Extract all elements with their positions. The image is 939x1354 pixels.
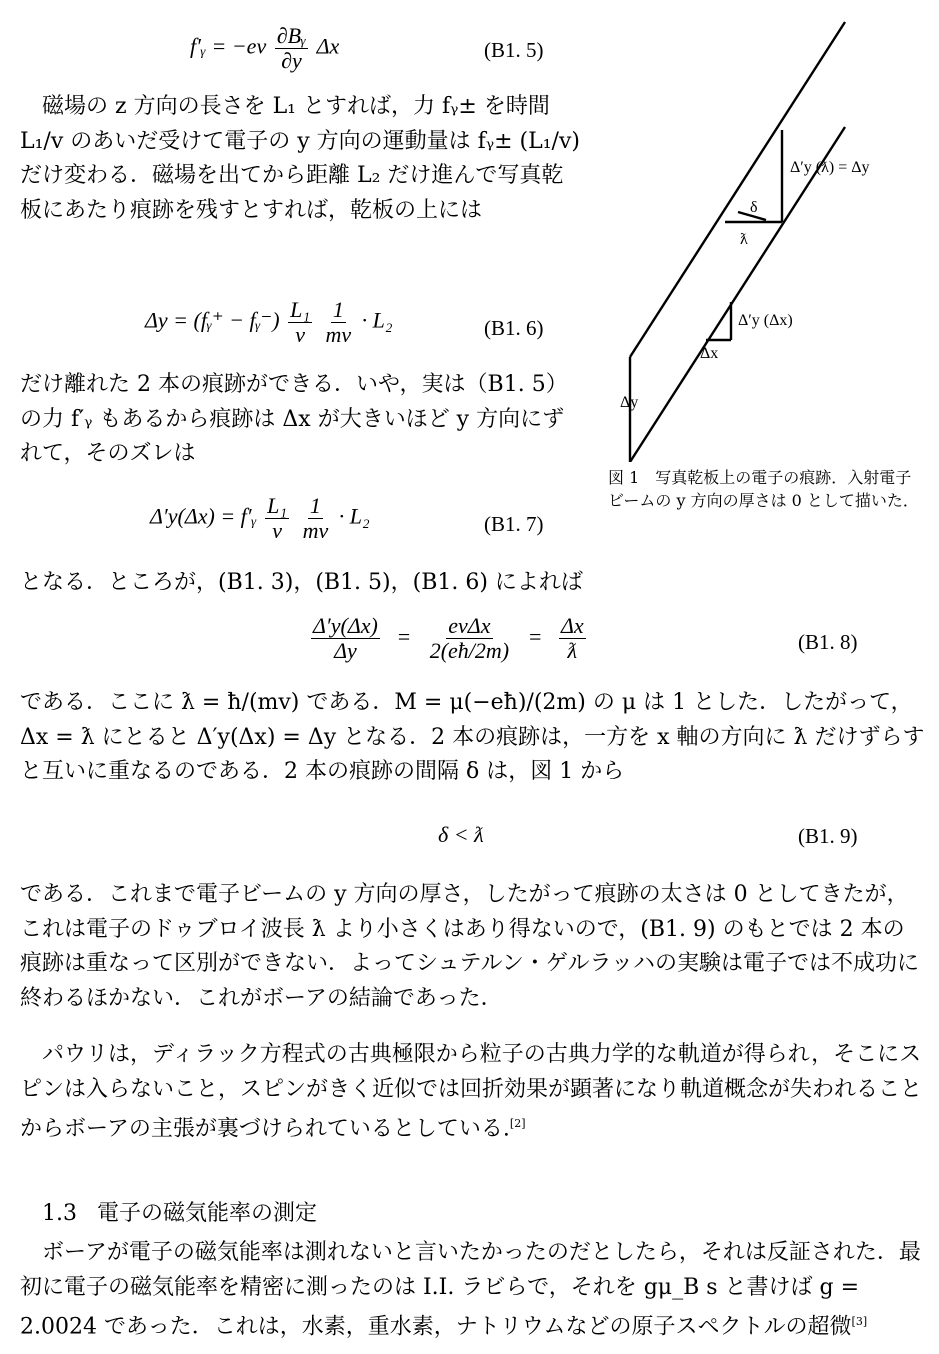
equation-number-b1-9: (B1. 9) <box>798 824 858 848</box>
label-dx: Δx <box>700 345 719 362</box>
eq-b1-6-num-1: L₁ <box>290 297 311 322</box>
paragraph-1: 磁場の z 方向の長さを L₁ とすれば，力 fᵧ± を時間 L₁/v のあいだ受けて電子の y 方向の運動量は fᵧ± (L₁/v) だけ変わる．磁場を出てから距離 L₂ だけ進んで写真乾板にあたり痕跡を残すとすれば，乾板の上には <box>20 94 580 223</box>
eq-b1-5-lhs: f′ᵧ = −ev <box>190 33 267 59</box>
eq-b1-7-den-2: mv <box>302 518 329 543</box>
eq-b1-6-num-2: 1 <box>332 297 344 322</box>
eq-b1-8-den-1: Δy <box>334 638 357 663</box>
paragraph-6-text: パウリは，ディラック方程式の古典極限から粒子の古典力学的な軌道が得られ，そこにスピンは入らないこと，スピンがきく近似では回折効果が顕著になり軌道概念が失われることからボーアの主張が裏づけられているとしている. <box>20 1042 923 1142</box>
equation-number-b1-8: (B1. 8) <box>798 630 858 654</box>
label-lambda: ƛ <box>740 231 748 248</box>
trace-upper <box>630 22 845 357</box>
paragraph-3: となる．ところが，(B1. 3)，(B1. 5)，(B1. 6) によれば <box>20 570 583 595</box>
paragraph-2: だけ離れた 2 本の痕跡ができる．いや，実は（B1. 5）の力 f′ᵧ もあるから痕跡は Δx が大きいほど y 方向にずれて，そのズレは <box>20 372 568 467</box>
label-dy-dx: Δ′y (Δx) <box>738 312 793 329</box>
eq-b1-8-fraction-2 <box>428 614 511 663</box>
eq-b1-6-lhs: Δy = (fᵧ⁺ − fᵧ⁻) <box>145 307 280 333</box>
eq-b1-5-denominator: ∂y <box>281 48 302 73</box>
eq-b1-7-fraction-1 <box>265 494 289 543</box>
equation-b1-5 <box>190 24 339 73</box>
section-number: 1.3 <box>42 1201 77 1226</box>
eq-b1-8-num-2: evΔx <box>448 613 491 638</box>
label-dy-lambda: Δ′y (ƛ) = Δy <box>790 159 870 176</box>
eq-b1-6-rhs: · L₂ <box>361 307 393 333</box>
eq-b1-5-numerator: ∂Bᵧ <box>276 23 307 48</box>
paragraph-7 <box>20 1236 925 1345</box>
eq-b1-8-den-2: 2(eħ/2m) <box>429 638 510 663</box>
label-delta: δ <box>750 199 758 216</box>
trace-lower <box>630 127 845 462</box>
paragraph-7-text: ボーアが電子の磁気能率は測れないと言いたかったのだとしたら，それは反証された．最初に電子の磁気能率を精密に測ったのは I.I. ラビらで，それを gμ_B s と書けば g = 2.0024 であった．これは，水素，重水素，ナトリウムなどの原子スペクトルの超微 <box>20 1240 921 1340</box>
equation-b1-7 <box>150 494 370 543</box>
citation-3: [3] <box>851 1315 868 1329</box>
eq-b1-7-rhs: · L₂ <box>338 503 370 529</box>
section-title: 電子の磁気能率の測定 <box>97 1201 318 1226</box>
eq-b1-7-den-1: v <box>272 518 282 543</box>
eq-b1-5-fraction <box>275 24 308 73</box>
eq-b1-8-fraction-1 <box>311 614 380 663</box>
eq-b1-6-fraction-2 <box>324 298 354 347</box>
paragraph-4: である．ここに ƛ = ħ/(mv) である．M = μ(−eħ)/(2m) の μ は 1 とした．したがって，Δx = ƛ にとると Δ′y(Δx) = Δy となる．2 本の痕跡は，一方を x 軸の方向に ƛ だけずらすと互いに重なるのである．2 本の痕跡の間隔 δ は，図 1 から <box>20 690 925 785</box>
section-heading <box>42 1196 317 1227</box>
eq-b1-7-lhs: Δ′y(Δx) = f′ᵧ <box>150 503 257 529</box>
label-dy: Δy <box>620 394 639 411</box>
eq-b1-6-den-1: v <box>295 322 305 347</box>
figure-caption: 図 1 写真乾板上の電子の痕跡．入射電子ビームの y 方向の厚さは 0 として描いた． <box>608 468 919 510</box>
equation-b1-8 <box>308 614 589 663</box>
figure-1-diagram <box>600 12 930 462</box>
equation-number-b1-6: (B1. 6) <box>484 316 544 340</box>
equation-number-b1-5: (B1. 5) <box>484 38 544 62</box>
paragraph-6 <box>20 1038 925 1147</box>
eq-b1-5-rhs: Δx <box>316 33 340 59</box>
equation-b1-6 <box>145 298 393 347</box>
eq-b1-8-equals-2: = <box>527 623 543 649</box>
eq-b1-8-num-3: Δx <box>560 613 584 638</box>
eq-b1-8-den-3: ƛ <box>567 638 578 663</box>
eq-b1-8-num-1: Δ′y(Δx) <box>313 613 378 638</box>
eq-b1-7-num-2: 1 <box>309 493 321 518</box>
eq-b1-7-fraction-2 <box>301 494 331 543</box>
equation-number-b1-7: (B1. 7) <box>484 512 544 536</box>
citation-2: [2] <box>509 1117 526 1131</box>
eq-b1-8-equals-1: = <box>396 623 412 649</box>
eq-b1-6-fraction-1 <box>288 298 312 347</box>
eq-b1-6-den-2: mv <box>325 322 352 347</box>
eq-b1-7-num-1: L₁ <box>267 493 288 518</box>
equation-b1-9: δ < ƛ <box>438 822 484 847</box>
eq-b1-8-fraction-3 <box>559 614 586 663</box>
paragraph-5: である．これまで電子ビームの y 方向の厚さ，したがって痕跡の太さは 0 としてきたが，これは電子のドゥブロイ波長 ƛ より小さくはあり得ないので，(B1. 9) のもとでは 2 本の痕跡は重なって区別ができない．よってシュテルン・ゲルラッハの実験は電子では不成功に終わるほかない．これがボーアの結論であった． <box>20 882 920 1011</box>
